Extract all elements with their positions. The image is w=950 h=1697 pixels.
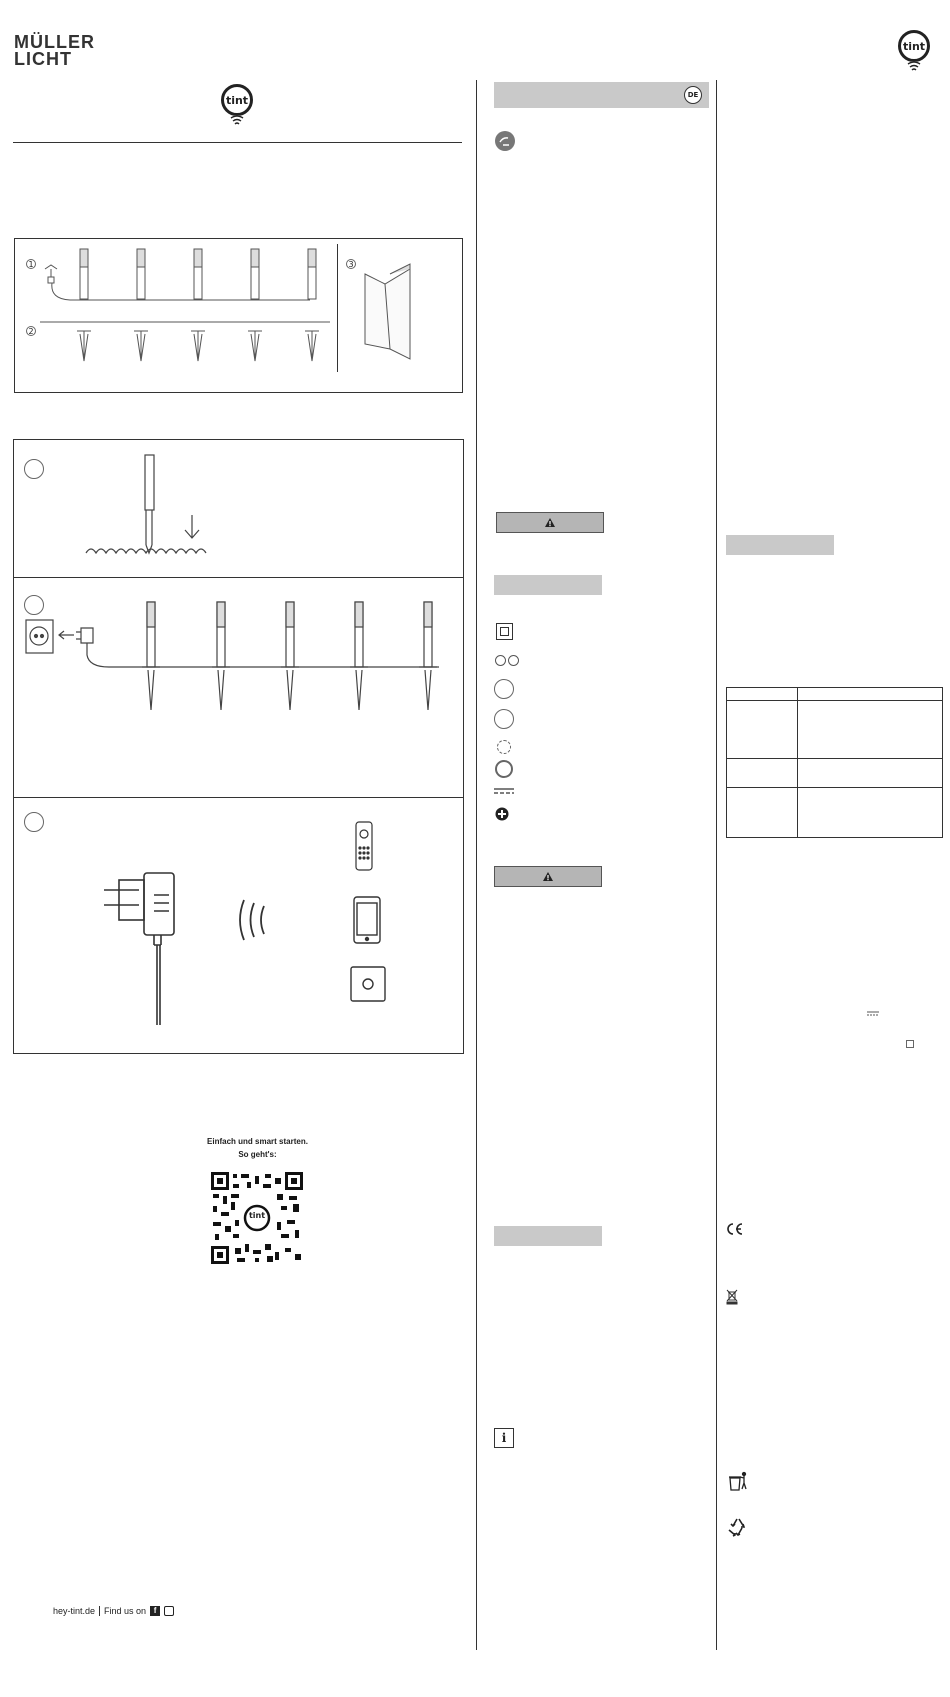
column-divider-2: [716, 80, 717, 1650]
table-cell: [727, 701, 798, 759]
table-row: [727, 759, 943, 788]
folded-manual-icon: [360, 259, 420, 364]
smartphone-icon: [352, 895, 382, 945]
step-3-marker: [24, 812, 44, 832]
footer-separator: [99, 1606, 100, 1616]
step-2-connect-drawing: [24, 595, 454, 755]
table-cell: [727, 759, 798, 788]
table-cell: [727, 788, 798, 838]
table-row: [727, 688, 943, 701]
package-contents-box: [14, 238, 463, 393]
section-bar-care: [494, 1226, 602, 1246]
qr-caption-line-1: Einfach und smart starten.: [207, 1137, 308, 1146]
technical-data-table: [726, 687, 943, 838]
facebook-icon[interactable]: f: [150, 1606, 160, 1616]
step-divider-2: [14, 797, 463, 798]
wifi-icon: [906, 62, 922, 72]
table-cell: [798, 788, 943, 838]
section-bar-symbols: [494, 575, 602, 595]
table-cell: [798, 759, 943, 788]
language-header-bar: [494, 82, 709, 108]
installation-steps-box: [13, 439, 464, 1054]
step-1-insert-stake-drawing: [84, 450, 234, 565]
part-number-3: 3: [346, 259, 356, 269]
table-cell: [798, 688, 943, 701]
step-1-marker: [24, 459, 44, 479]
qr-center-logo: tint: [248, 1211, 266, 1220]
logo-line-1: MÜLLER: [14, 32, 95, 52]
qr-caption: [190, 1135, 325, 1161]
table-row: [727, 701, 943, 759]
box-divider: [337, 244, 338, 372]
warning-bar-1: [496, 512, 604, 533]
ce-mark-icon: [726, 1222, 744, 1239]
crossed-bin-icon: [726, 1289, 738, 1305]
tint-ring: tint: [898, 30, 930, 62]
warning-triangle-icon: [542, 871, 554, 882]
ce-glyph: [726, 1222, 744, 1236]
part-number-1: 1: [26, 259, 36, 269]
section-bar-technical-data: [726, 535, 834, 555]
language-badge: DE: [684, 86, 702, 104]
protection-icon-b: [508, 655, 519, 666]
wireless-signal-icon: [236, 895, 276, 945]
table-cell: [798, 701, 943, 759]
energy-icon: [495, 760, 513, 778]
mueller-licht-logo: [14, 34, 95, 68]
column-divider-1: [476, 80, 477, 1650]
lamp-kit-drawing: [40, 244, 330, 364]
wifi-icon: [229, 116, 245, 126]
part-number-2: 2: [26, 326, 36, 336]
qr-caption-line-2[interactable]: So geht's:: [238, 1150, 277, 1159]
tint-logo-top-right: [898, 30, 930, 72]
indoor-outdoor-icon: [497, 740, 511, 754]
warning-bar-2: [494, 866, 602, 887]
protection-icons: [495, 655, 519, 666]
recycle-icon: [726, 1516, 748, 1538]
trash-bin-icon: [726, 1470, 748, 1492]
dc-symbol-small-icon: [867, 1011, 879, 1016]
instructions-icon: [494, 130, 516, 152]
symbol-circle-1: [494, 679, 514, 699]
class-ii-small-icon: [906, 1040, 914, 1048]
symbol-circle-2: [494, 709, 514, 729]
wall-switch-icon: [349, 965, 387, 1003]
power-plug-icon: [99, 865, 189, 1030]
table-row: [727, 788, 943, 838]
tint-ring-center: tint: [221, 84, 253, 116]
tint-logo-center: [221, 84, 253, 126]
table-cell: [727, 688, 798, 701]
class-ii-icon: [496, 623, 513, 640]
footer-find-us: Find us on: [104, 1606, 147, 1616]
step-divider-1: [14, 577, 463, 578]
remote-control-icon: [354, 820, 374, 872]
footer-url[interactable]: hey-tint.de: [53, 1606, 96, 1616]
header-rule: [13, 142, 462, 143]
instagram-icon[interactable]: [164, 1606, 174, 1616]
plus-circle-icon: [495, 807, 509, 821]
protection-icon-a: [495, 655, 506, 666]
dc-symbol-icon: [494, 787, 514, 795]
logo-line-2: LICHT: [14, 49, 72, 69]
footer: [53, 1606, 174, 1616]
warning-triangle-icon: [544, 517, 556, 528]
info-icon: i: [494, 1428, 514, 1448]
